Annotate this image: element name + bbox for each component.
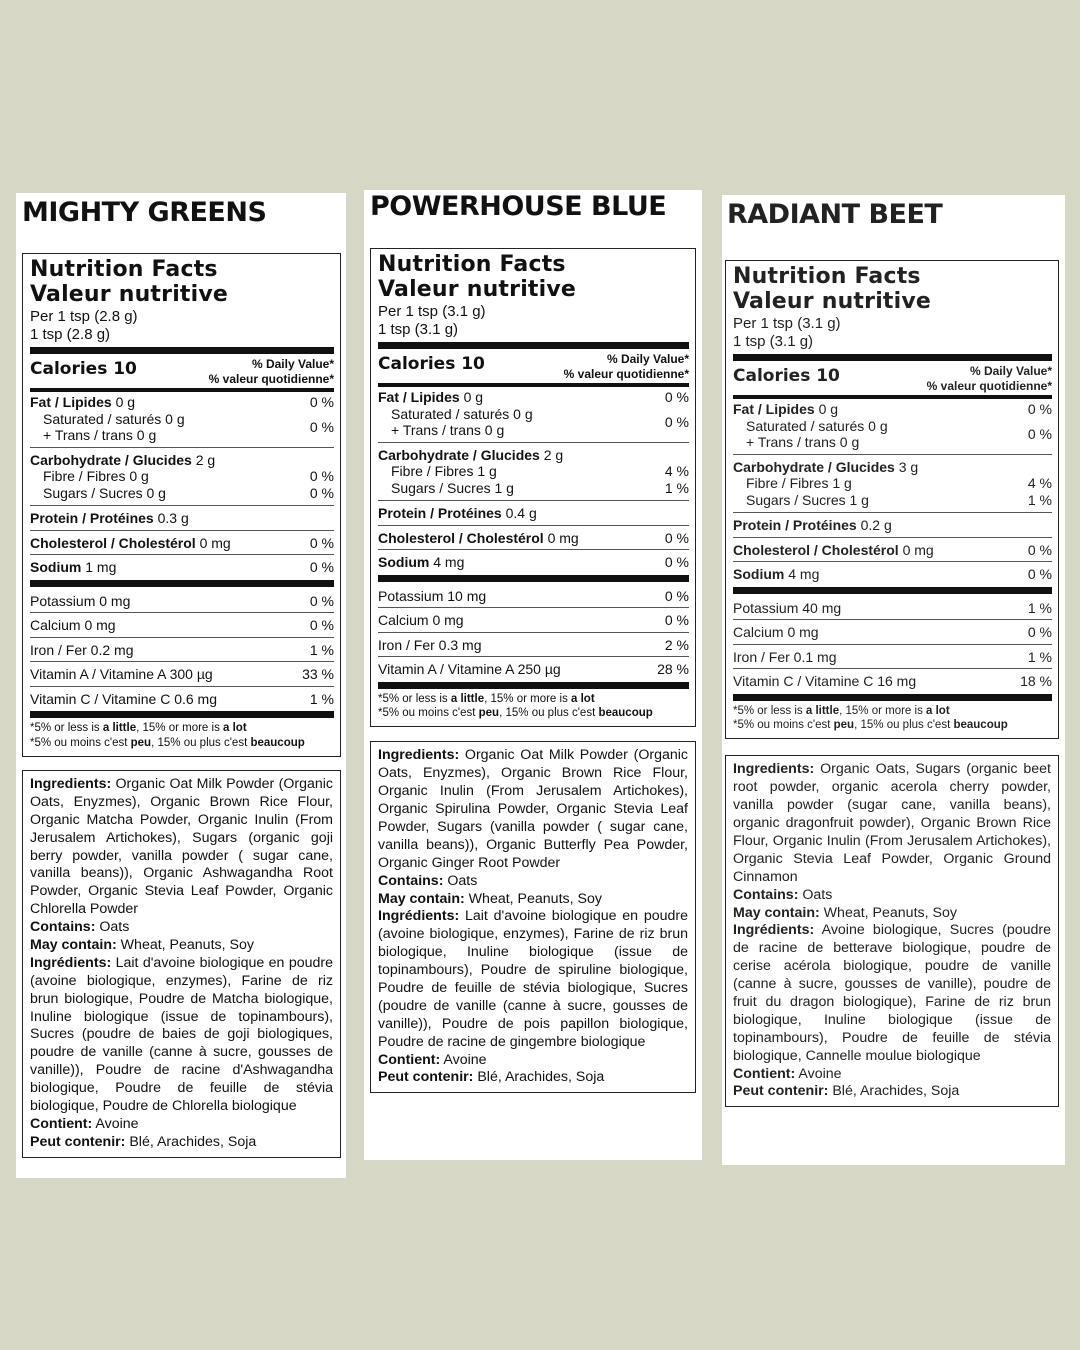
serving-size-line-2: 1 tsp (3.1 g)	[378, 321, 459, 339]
fat-row: Fat / Lipides 0 g 0 %	[30, 394, 334, 410]
fibre-row: Fibre / Fibres 1 g 4 %	[391, 463, 689, 480]
carb-row: Carbohydrate / Glucides 2 g	[30, 451, 216, 468]
nutrition-facts-table	[22, 253, 341, 757]
serving-size-line-1: Per 1 tsp (3.1 g)	[378, 302, 486, 320]
nutrition-facts-heading: Nutrition Facts	[378, 252, 566, 277]
serving-size-line-1: Per 1 tsp (3.1 g)	[733, 314, 841, 332]
protein-row: Protein / Protéines 0.3 g	[30, 510, 189, 527]
nutrition-facts-table	[370, 248, 696, 727]
fat-row: Fat / Lipides 0 g 0 %	[733, 401, 1052, 417]
calories-row	[733, 364, 1052, 393]
serving-size-line-2: 1 tsp (3.1 g)	[733, 333, 814, 351]
mineral-row: Vitamin A / Vitamine A 250 µg 28 %	[378, 661, 689, 678]
mineral-row: Iron / Fer 0.1 mg 1 %	[733, 648, 1052, 665]
mineral-row: Calcium 0 mg 0 %	[733, 624, 1052, 641]
footnote: *5% or less is a little, 15% or more is a lot *5% ou moins c'est peu, 15% ou plus c'est beaucoup	[30, 722, 305, 749]
nutrition-facts-heading: Nutrition Facts	[30, 257, 218, 282]
nutrition-facts-heading: Nutrition Facts	[733, 264, 921, 289]
mineral-row: Vitamin C / Vitamine C 16 mg 18 %	[733, 673, 1052, 690]
sodium-row: Sodium 1 mg 0 %	[30, 559, 334, 576]
ingredients-box: Ingredients: Organic Oat Milk Powder (Organic Oats, Enyzmes), Organic Brown Rice Flour, Organic Matcha Powder, Organic Inulin (From Jerusalem Artichokes), Sugars (organic goji berry powder, vanilla powder ( sugar cane, vanilla beans)), Organic Ashwagandha Root Powder, Organic Stevia Leaf Powder, Organic Chlorella Powder Contains: Oats May contain: Wheat, Peanuts, Soy Ingrédients: Lait d'avoine biologique en poudre (avoine biologique, enzymes), Farine de riz brun biologique, Poudre de Matcha biologique, Inuline biologique (issue de topinambours), Sucres (poudre de baies de goji biologiques, poudre de vanille (canne à sucre, gousses de vanille)), Poudre de racine d'Ashwagandha biologique, Poudre de feuille de stévia biologique, Poudre de Chlorella biologique Contient: Avoine Peut contenir: Blé, Arachides, Soja	[22, 770, 341, 1158]
valeur-nutritive-heading: Valeur nutritive	[30, 281, 229, 307]
mineral-row: Iron / Fer 0.2 mg 1 %	[30, 641, 334, 658]
daily-value-header: % Daily Value* % valeur quotidienne*	[208, 357, 334, 386]
mineral-row: Potassium 40 mg 1 %	[733, 599, 1052, 616]
mineral-row: Potassium 0 mg 0 %	[30, 592, 334, 609]
cholesterol-row: Cholesterol / Cholestérol 0 mg 0 %	[378, 529, 689, 546]
sugars-row: Sugars / Sucres 0 g 0 %	[43, 484, 334, 501]
carb-row: Carbohydrate / Glucides 2 g	[378, 446, 564, 463]
sugars-row: Sugars / Sucres 1 g 1 %	[746, 491, 1052, 508]
protein-row: Protein / Protéines 0.2 g	[733, 517, 892, 534]
daily-value-header: % Daily Value* % valeur quotidienne*	[926, 364, 1052, 393]
calories-row	[378, 352, 689, 381]
mineral-row: Vitamin A / Vitamine A 300 µg 33 %	[30, 666, 334, 683]
footnote: *5% or less is a little, 15% or more is a lot *5% ou moins c'est peu, 15% ou plus c'est beaucoup	[733, 704, 1008, 732]
protein-row: Protein / Protéines 0.4 g	[378, 505, 537, 522]
sat-trans-row: Saturated / saturés 0 g + Trans / trans 0 g 0 %	[746, 417, 1052, 451]
label-panel-radiant-beet	[722, 195, 1065, 1165]
calories-value: Calories 10	[378, 354, 485, 375]
mineral-row: Iron / Fer 0.3 mg 2 %	[378, 636, 689, 653]
mineral-row: Calcium 0 mg 0 %	[30, 617, 334, 634]
valeur-nutritive-heading: Valeur nutritive	[378, 276, 577, 302]
serving-size-line-1: Per 1 tsp (2.8 g)	[30, 307, 138, 325]
cholesterol-row: Cholesterol / Cholestérol 0 mg 0 %	[30, 534, 334, 551]
ingredients-box: Ingredients: Organic Oat Milk Powder (Organic Oats, Enyzmes), Organic Brown Rice Flour, Organic Inulin (From Jerusalem Artichokes), Organic Spirulina Powder, Organic Stevia Leaf Powder, Sugars (vanilla powder ( sugar cane, vanilla beans)), Organic Butterfly Pea Powder, Organic Ginger Root Powder Contains: Oats May contain: Wheat, Peanuts, Soy Ingrédients: Lait d'avoine biologique en poudre (avoine biologique, enzymes), Farine de riz brun biologique, Inuline biologique (issue de topinambours), Poudre de spiruline biologique, Poudre de feuille de stévia biologique, Sucres (poudre de vanille (canne à sucre, gousses de vanille)), Poudre de pois papillon biologique, Poudre de racine de gingembre biologique Contient: Avoine Peut contenir: Blé, Arachides, Soja	[370, 741, 696, 1093]
label-panel-powerhouse-blue	[364, 190, 702, 1160]
mineral-row: Calcium 0 mg 0 %	[378, 612, 689, 629]
sat-trans-row: Saturated / saturés 0 g + Trans / trans 0 g 0 %	[43, 410, 334, 444]
fat-row: Fat / Lipides 0 g 0 %	[378, 389, 689, 405]
cholesterol-row: Cholesterol / Cholestérol 0 mg 0 %	[733, 541, 1052, 558]
product-title: MIGHTY GREENS	[22, 197, 267, 228]
label-panel-mighty-greens	[16, 193, 346, 1178]
footnote: *5% or less is a little, 15% or more is a lot *5% ou moins c'est peu, 15% ou plus c'est beaucoup	[378, 692, 653, 720]
daily-value-header: % Daily Value* % valeur quotidienne*	[563, 352, 689, 381]
product-title: RADIANT BEET	[727, 199, 943, 230]
serving-size-line-2: 1 tsp (2.8 g)	[30, 326, 111, 344]
calories-value: Calories 10	[733, 366, 840, 387]
mineral-row: Vitamin C / Vitamine C 0.6 mg 1 %	[30, 690, 334, 707]
calories-row	[30, 357, 334, 386]
fibre-row: Fibre / Fibres 0 g 0 %	[43, 468, 334, 485]
calories-value: Calories 10	[30, 359, 137, 380]
mineral-row: Potassium 10 mg 0 %	[378, 587, 689, 604]
nutrition-facts-table	[725, 260, 1059, 739]
sat-trans-row: Saturated / saturés 0 g + Trans / trans 0 g 0 %	[391, 405, 689, 439]
carb-row: Carbohydrate / Glucides 3 g	[733, 458, 919, 475]
fibre-row: Fibre / Fibres 1 g 4 %	[746, 475, 1052, 492]
sodium-row: Sodium 4 mg 0 %	[378, 554, 689, 571]
sodium-row: Sodium 4 mg 0 %	[733, 566, 1052, 583]
product-title: POWERHOUSE BLUE	[370, 191, 667, 222]
ingredients-box: Ingredients: Organic Oats, Sugars (organic beet root powder, organic acerola cherry powder, vanilla powder (sugar cane, vanilla beans), organic dragonfruit powder), Organic Brown Rice Flour, Organic Inulin (From Jerusalem Artichokes), Organic Stevia Leaf Powder, Organic Ground Cinnamon Contains: Oats May contain: Wheat, Peanuts, Soy Ingrédients: Avoine biologique, Sucres (poudre de racine de betterave biologique, poudre de cerise acérola biologique, poudre de vanille (canne à sucre, gousses de vanille), poudre de fruit du dragon biologique), Farine de riz brun biologique, Inuline biologique (issue de topinambours), Poudre de feuille de stévia biologique, Cannelle moulue biologique Contient: Avoine Peut contenir: Blé, Arachides, Soja	[725, 755, 1059, 1107]
valeur-nutritive-heading: Valeur nutritive	[733, 288, 932, 314]
sugars-row: Sugars / Sucres 1 g 1 %	[391, 479, 689, 496]
